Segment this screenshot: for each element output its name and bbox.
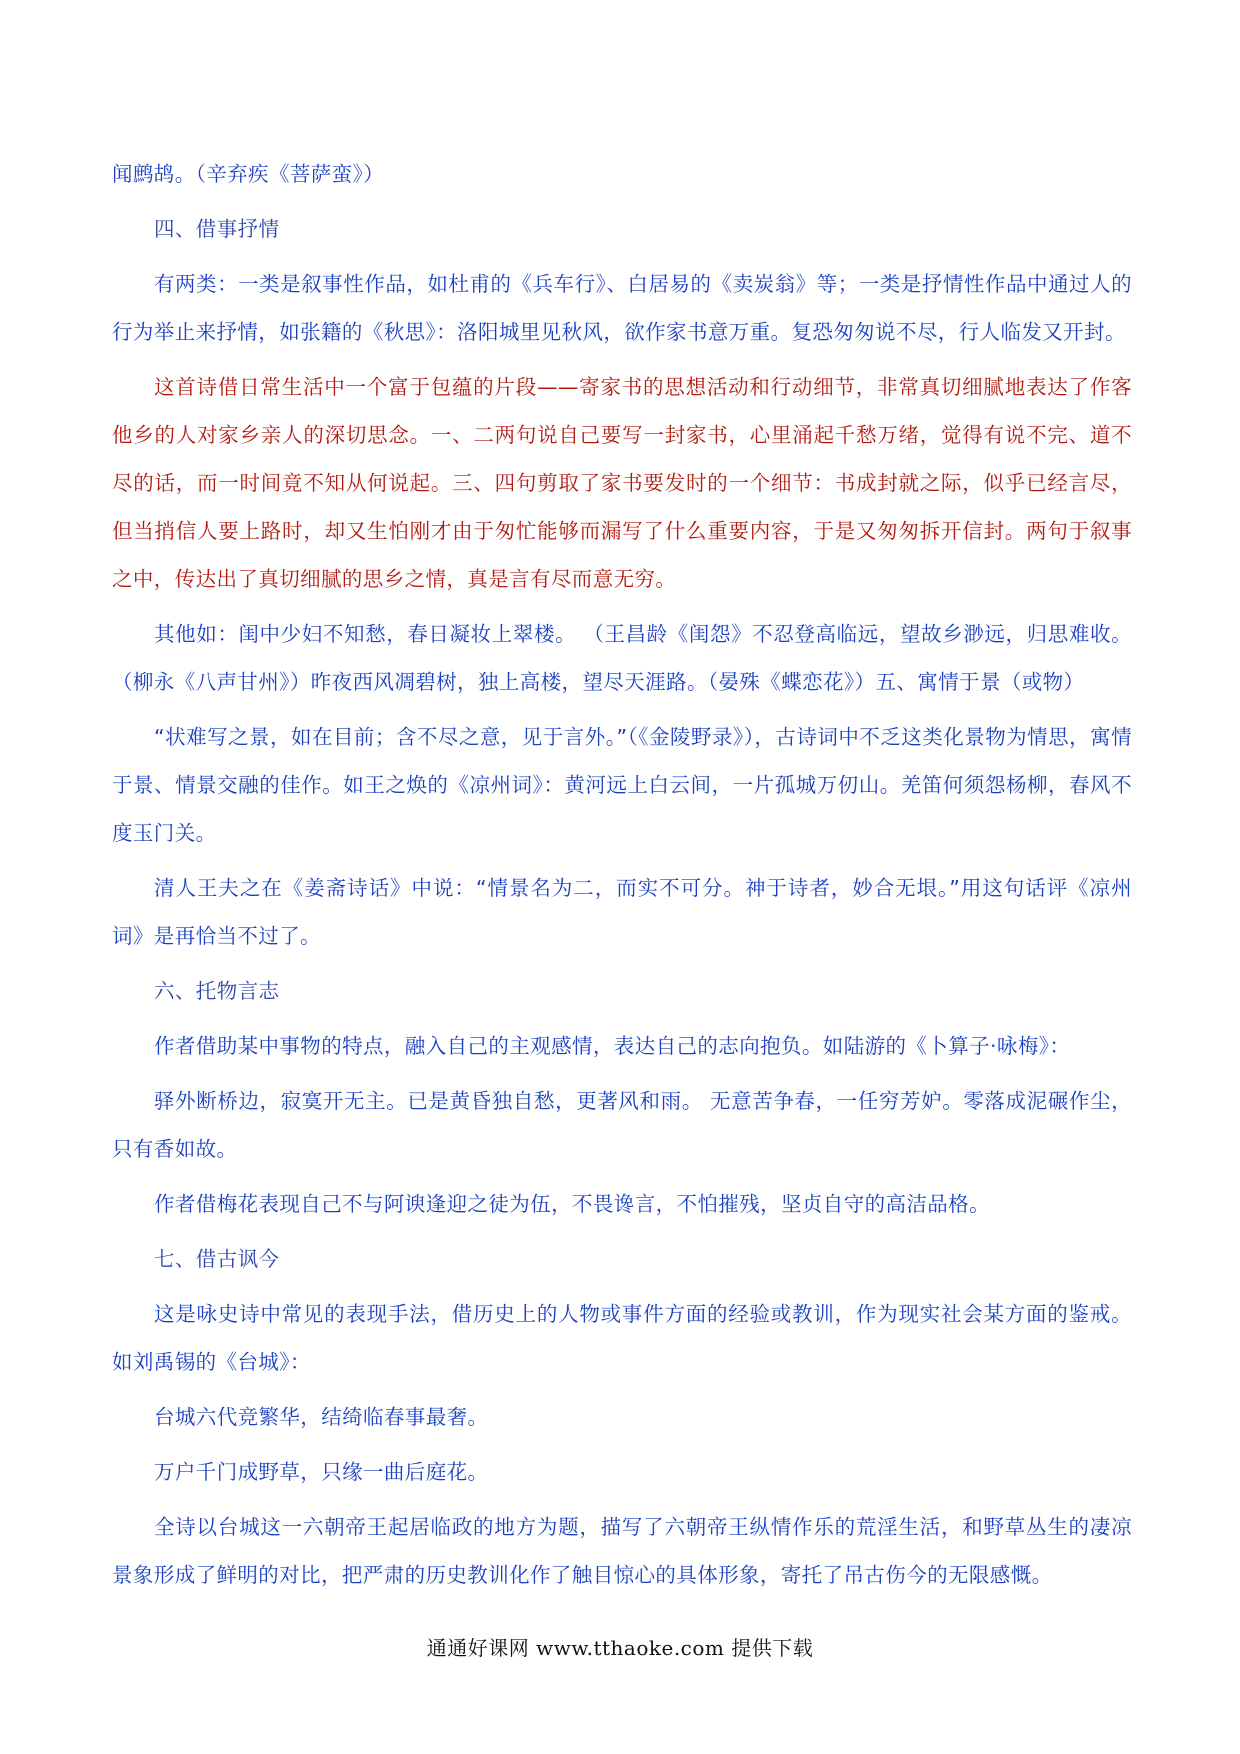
- paragraph-yongmei-poem: 驿外断桥边，寂寞开无主。已是黄昏独自愁，更著风和雨。 无意苦争春，一任穷芳妒。零落成泥碾作尘，只有香如故。: [112, 1089, 1132, 1161]
- paragraph-jiangzhai: 清人王夫之在《姜斋诗话》中说：“情景名为二，而实不可分。神于诗者，妙合无垠。”用这句话评《凉州词》是再恰当不过了。: [112, 876, 1132, 948]
- paragraph-qiusi-analysis: 这首诗借日常生活中一个富于包蕴的片段——寄家书的思想活动和行动细节，非常真切细腻地表达了作客他乡的人对家乡亲人的深切思念。一、二两句说自己要写一封家书，心里涌起千愁万绪，觉得有说不完、道不尽的话，而一时间竟不知从何说起。三、四句剪取了家书要发时的一个细节：书成封就之际，似乎已经言尽，但当捎信人要上路时，却又生怕刚才由于匆忙能够而漏写了什么重要内容，于是又匆匆拆开信封。两句于叙事之中，传达出了真切细腻的思乡之情，真是言有尽而意无穷。: [112, 375, 1132, 591]
- paragraph-liangzhouci: “状难写之景，如在目前；含不尽之意，见于言外。”（《金陵野录》），古诗词中不乏这类化景物为情思，寓情于景、情景交融的佳作。如王之焕的《凉州词》：黄河远上白云间，一片孤城万仞山。羌笛何须怨杨柳，春风不度玉门关。: [112, 725, 1132, 845]
- paragraph-tuowu-intro: 作者借助某中事物的特点，融入自己的主观感情，表达自己的志向抱负。如陆游的《卜算子·咏梅》：: [154, 1034, 1071, 1058]
- paragraph-jiegu-intro: 这是咏史诗中常见的表现手法，借历史上的人物或事件方面的经验或教训，作为现实社会某方面的鉴戒。如刘禹锡的《台城》：: [112, 1302, 1132, 1374]
- paragraph-other-examples: 其他如：闺中少妇不知愁，春日凝妆上翠楼。 （王昌龄《闺怨》不忍登高临远，望故乡渺远，归思难收。（柳永《八声甘州》）昨夜西风凋碧树，独上高楼，望尽天涯路。（晏殊《蝶恋花》）五、寓情于景（或物）: [112, 622, 1132, 694]
- paragraph-taicheng-line1: 台城六代竞繁华，结绮临春事最奢。: [154, 1405, 489, 1429]
- paragraph-taicheng-line2: 万户千门成野草，只缘一曲后庭花。: [154, 1460, 489, 1484]
- paragraph-cont-pusaman: 闻鹧鸪。（辛弃疾《菩萨蛮》）: [112, 162, 385, 186]
- document-body: [112, 150, 1132, 1606]
- section-heading-4: 四、借事抒情: [154, 217, 280, 241]
- page-footer: 通通好课网 www.tthaoke.com 提供下载: [426, 1636, 814, 1660]
- paragraph-yongmei-analysis: 作者借梅花表现自己不与阿谀逢迎之徒为伍，不畏谗言，不怕摧残，坚贞自守的高洁品格。: [154, 1192, 990, 1216]
- paragraph-taicheng-analysis: 全诗以台城这一六朝帝王起居临政的地方为题，描写了六朝帝王纵情作乐的荒淫生活，和野草丛生的凄凉景象形成了鲜明的对比，把严肃的历史教训化作了触目惊心的具体形象，寄托了吊古伤今的无限感慨。: [112, 1515, 1132, 1587]
- paragraph-jieshi-intro: 有两类：一类是叙事性作品，如杜甫的《兵车行》、白居易的《卖炭翁》等；一类是抒情性作品中通过人的行为举止来抒情，如张籍的《秋思》：洛阳城里见秋风，欲作家书意万重。复恐匆匆说不尽，行人临发又开封。: [112, 272, 1132, 344]
- section-heading-7: 七、借古讽今: [154, 1247, 280, 1271]
- section-heading-6: 六、托物言志: [154, 979, 280, 1003]
